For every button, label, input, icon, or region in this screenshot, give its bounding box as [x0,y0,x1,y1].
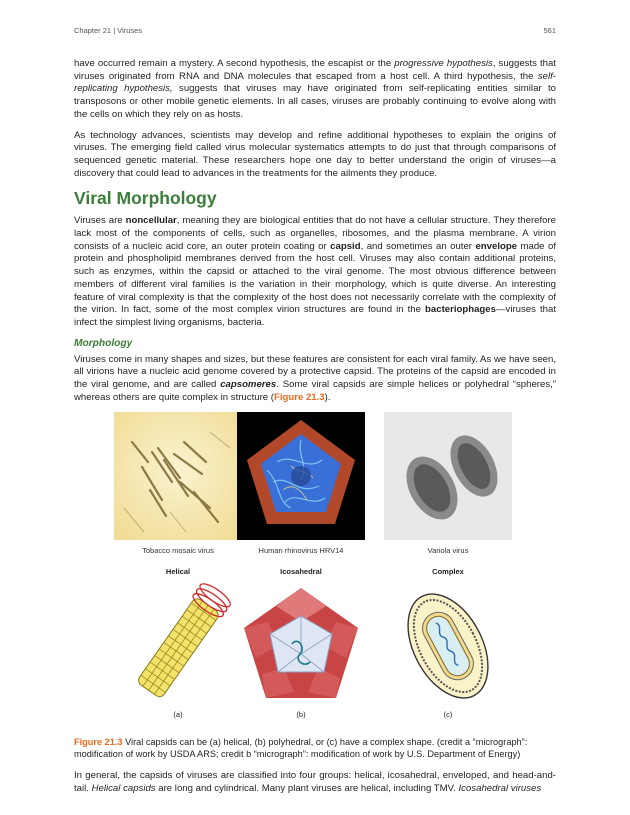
photo-caption-b: Human rhinovirus HRV14 [258,546,344,556]
page-number: 561 [543,26,556,35]
tobacco-mosaic-micrograph [114,412,242,540]
photo-caption-c: Variola virus [427,546,469,556]
section-title: Viral Morphology [74,188,217,209]
panel-label-a: (a) [173,710,183,720]
caption-label: Figure 21.3 [74,737,123,748]
key-term: capsomeres [220,379,277,391]
text-run: —viruses that infect the simplest living organisms, bacteria. [74,304,556,328]
paragraph-capsid-groups [74,770,556,795]
text-run: suggests that viruses may have originated from self-replicating entities similar to transposons or other mobile genetic elements. In all cases, viruses are probably continuing to evolve along with the cells on which they rely on as hosts. [74,83,556,120]
italic-term: Icosahedral viruses [458,783,542,795]
italic-term: Helical capsids [91,783,156,795]
text-run: are long and cylindrical. Many plant viruses are helical, including TMV. [155,783,459,795]
type-icosahedral: Icosahedral [280,567,322,577]
panel-label-b: (b) [296,710,306,720]
subsection-title: Morphology [74,337,133,349]
text-run: Viruses are [74,215,126,227]
photo-caption-a: Tobacco mosaic virus [142,546,214,556]
text-run: Viruses come in many shapes and sizes, but these features are consistent for each viral family. As we have seen, all virions have a nucleic acid genome covered by a protective capsid. The proteins of the capsid are encoded in the viral genome, and are called [74,353,556,391]
figure-21-3 [74,412,556,730]
page-header [74,26,556,38]
text-run: made of protein and phospholipid membranes derived from the host cell. Viruses may also contain additional proteins, such as enzymes, within the capsid or attached to the viral genome. The most obvious difference between members of different viral families is the variation in their morphology, which is quite diverse. An interesting feature of viral complexity is that the complexity of the host does not necessarily correlate with the complexity of the virion. In fact, some of the most complex virion structures are found in the [74,240,556,316]
figure-caption [74,736,556,760]
type-complex: Complex [432,567,464,577]
caption-text: Viral capsids can be (a) helical, (b) polyhedral, or (c) have a complex shape. (credit a “micrograph”: modification of work by USDA ARS; credit b “micrograph”: modification of work by U.S. Department of Energy) [74,737,528,760]
italic-term: progressive hypothesis [394,58,493,69]
helical-capsid-diagram [112,582,242,707]
paragraph-origin-hypotheses [74,58,556,122]
icosahedral-capsid-diagram [236,582,366,707]
chapter-label: Chapter 21 | Viruses [74,26,143,35]
figure-link[interactable]: Figure 21.3 [273,391,325,403]
text-run: , suggests that viruses originated from RNA and DNA molecules that escaped from a host cell. A third hypothesis, the [74,58,557,82]
key-term: bacteriophages [425,304,496,316]
paragraph-noncellular [74,215,556,329]
variola-micrograph [384,412,512,540]
italic-term: self-replicating hypothesis, [74,70,556,95]
paragraph-morphology [74,354,556,405]
page-content [74,58,556,804]
key-term: noncellular [125,215,177,227]
rhinovirus-micrograph [237,412,365,540]
text-run: , meaning they are biological entities that do not have a cellular structure. They therefore lack most of the components of cells, such as organelles, ribosomes, and the plasma membrane. A virion consists of a nucleic acid core, an outer protein coating or [74,215,557,252]
key-term: capsid [330,240,361,252]
type-helical: Helical [165,567,191,577]
text-run: . Some viral capsids are simple helices or polyhedral “spheres,” whereas others are quite complex in structure ( [74,379,556,403]
text-run: , and sometimes an outer [360,240,476,252]
key-term: envelope [475,240,518,252]
panel-label-c: (c) [443,710,453,720]
text-run: ). [324,391,331,403]
complex-capsid-diagram [383,582,513,707]
paragraph-technology: As technology advances, scientists may develop and refine additional hypotheses to explain the origins of viruses. The emerging field called virus molecular systematics attempts to do just that through comparisons of sequenced genetic material. These researchers hope one day to better understand the origin of viruses—a discovery that could lead to advances in the treatments for the ailments they produce. [74,129,556,179]
text-run: In general, the capsids of viruses are classified into four groups: helical, icosahedral, enveloped, and head-and-tail. [74,770,556,795]
text-run: have occurred remain a mystery. A second hypothesis, the escapist or the [74,58,395,69]
